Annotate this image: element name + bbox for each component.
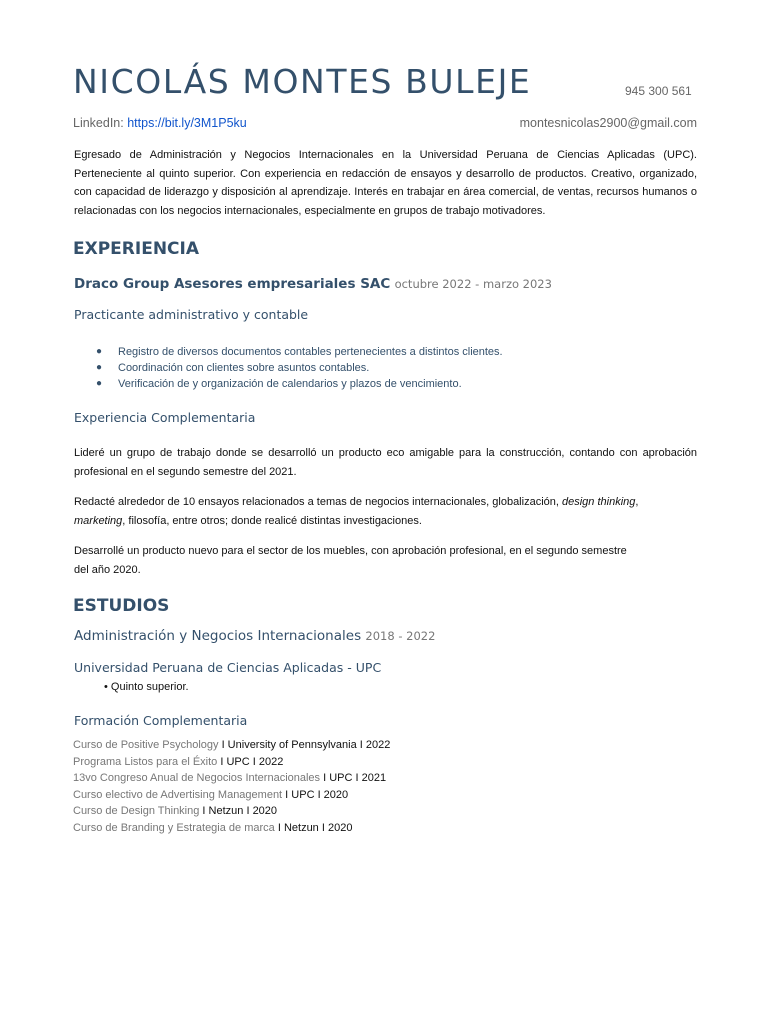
complementary-paragraph-1: Lideré un grupo de trabajo donde se desarrolló un producto eco amigable para la construcción, contando con aprobación profesional en el segundo semestre del 2021. xyxy=(74,447,697,478)
course-item xyxy=(73,803,277,820)
honor-bullet: • Quinto superior. xyxy=(104,681,189,693)
course-name: Curso de Design Thinking xyxy=(73,805,200,817)
paragraph-italic: design thinking xyxy=(561,496,636,508)
linkedin-label: LinkedIn: xyxy=(73,116,128,130)
paragraph-line: Desarrollé un producto nuevo para el sector de los muebles, con aprobación profesional, en el segundo semestre xyxy=(74,545,627,557)
course-item xyxy=(73,787,348,804)
job-bullet-list xyxy=(96,344,503,392)
degree-dates: 2018 - 2022 xyxy=(365,629,436,643)
job-header xyxy=(74,276,552,292)
course-info: I UPC I 2022 xyxy=(217,755,284,768)
course-item xyxy=(73,737,390,754)
phone-number: 945 300 561 xyxy=(625,84,692,98)
profile-summary: Egresado de Administración y Negocios Internacionales en la Universidad Peruana de Ciencias Aplicadas (UPC). Perteneciente al quinto superior. Con experiencia en redacción de ensayos y desarrollo de productos. Creativo, organizado, con capacidad de liderazgo y disposición al aprendizaje. Interés en trabajar en área comercial, de ventas, recursos humanos o relacionadas con los negocios internacionales, especialmente en grupos de trabajo motivadores. xyxy=(74,149,697,217)
complementary-paragraph-2 xyxy=(74,493,697,530)
course-name: Curso electivo de Advertising Management xyxy=(73,788,283,801)
bullet-text: Registro de diversos documentos contables pertenecientes a distintos clientes. xyxy=(118,346,503,358)
degree-name: Administración y Negocios Internacionales xyxy=(74,628,362,644)
course-name: 13vo Congreso Anual de Negocios Internacionales xyxy=(73,772,321,784)
paragraph-text: , filosofía, entre otros; donde realicé distintas investigaciones. xyxy=(122,514,422,527)
linkedin-link[interactable]: https://bit.ly/3M1P5ku xyxy=(127,116,247,130)
paragraph-italic: marketing xyxy=(74,514,123,527)
course-info: I Netzun I 2020 xyxy=(274,821,353,834)
course-info: I UPC I 2021 xyxy=(320,772,387,784)
paragraph-line: del año 2020. xyxy=(74,563,141,576)
degree-header xyxy=(74,628,435,644)
course-item xyxy=(73,820,352,837)
course-name: Curso de Branding y Estrategia de marca xyxy=(73,821,275,834)
university-name: Universidad Peruana de Ciencias Aplicadas - UPC xyxy=(74,660,382,675)
paragraph-text: Redacté alrededor de 10 ensayos relacionados a temas de negocios internacionales, globalización, xyxy=(74,496,562,508)
list-item xyxy=(96,360,503,376)
candidate-name: NICOLÁS MONTES BULEJE xyxy=(73,62,532,101)
complementary-experience-heading: Experiencia Complementaria xyxy=(74,410,256,425)
bullet-icon: ● xyxy=(96,362,103,373)
job-role: Practicante administrativo y contable xyxy=(74,307,309,322)
complementary-training-heading: Formación Complementaria xyxy=(74,713,248,728)
list-item xyxy=(96,344,503,360)
list-item xyxy=(96,376,503,392)
bullet-icon: ● xyxy=(96,346,103,357)
paragraph-text: , xyxy=(635,496,639,508)
bullet-text: Coordinación con clientes sobre asuntos contables. xyxy=(118,362,370,374)
bullet-text: Verificación de y organización de calendarios y plazos de vencimiento. xyxy=(118,378,462,390)
course-info: I Netzun I 2020 xyxy=(199,805,278,817)
company-name: Draco Group Asesores empresariales SAC xyxy=(74,276,391,292)
course-name: Curso de Positive Psychology xyxy=(73,739,219,751)
course-item xyxy=(73,770,386,787)
email-address[interactable]: montesnicolas2900@gmail.com xyxy=(519,116,697,130)
complementary-paragraph-3 xyxy=(74,542,697,579)
course-item xyxy=(73,754,283,771)
course-info: I UPC I 2020 xyxy=(282,788,349,801)
linkedin-line xyxy=(73,116,247,130)
course-name: Programa Listos para el Éxito xyxy=(73,755,218,768)
section-heading-studies: ESTUDIOS xyxy=(73,596,170,616)
job-dates: octubre 2022 - marzo 2023 xyxy=(394,277,552,291)
bullet-icon: ● xyxy=(96,378,103,389)
section-heading-experience: EXPERIENCIA xyxy=(73,239,200,259)
course-info: I University of Pennsylvania I 2022 xyxy=(218,739,391,751)
